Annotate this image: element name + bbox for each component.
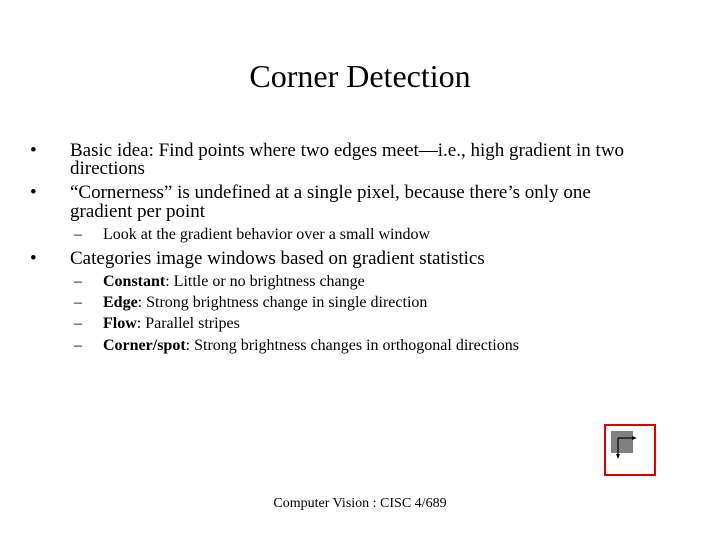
sub-bullet-marker: – <box>74 273 82 290</box>
bullet-line: Basic idea: Find points where two edges meet—i.e., high gradient in two <box>70 140 625 161</box>
bullet-marker: • <box>30 248 37 269</box>
corner-window-icon <box>604 424 656 476</box>
bullet-line: gradient per point <box>70 201 206 222</box>
bullet-marker: • <box>30 182 37 203</box>
term: Corner/spot <box>103 337 186 354</box>
term-description: : Parallel stripes <box>136 315 240 332</box>
sub-bullet-flow <box>103 315 703 333</box>
sub-bullet-text: Look at the gradient behavior over a small window <box>103 226 431 243</box>
bullet-marker: • <box>30 140 37 161</box>
bullet-line: Categories image windows based on gradient statistics <box>70 248 485 269</box>
sub-bullet-marker: – <box>74 337 82 354</box>
sub-bullet-marker: – <box>74 315 82 332</box>
term: Flow <box>103 315 137 332</box>
sub-bullet-constant <box>103 273 703 291</box>
sub-bullet-edge <box>103 294 703 312</box>
term-description: : Strong brightness changes in orthogonal directions <box>185 337 519 354</box>
term: Constant <box>103 273 166 290</box>
slide-title: Corner Detection <box>249 58 471 94</box>
term-description: : Little or no brightness change <box>165 273 365 290</box>
sub-bullet-corner <box>103 337 703 355</box>
term: Edge <box>103 294 138 311</box>
sub-bullet-marker: – <box>74 226 82 243</box>
bullet-line: “Cornerness” is undefined at a single pixel, because there’s only one <box>70 182 591 203</box>
term-description: : Strong brightness change in single direction <box>137 294 428 311</box>
slide-footer: Computer Vision : CISC 4/689 <box>273 496 447 511</box>
bullet-line: directions <box>70 158 145 179</box>
sub-bullet-marker: – <box>74 294 82 311</box>
gray-patch <box>611 431 633 453</box>
